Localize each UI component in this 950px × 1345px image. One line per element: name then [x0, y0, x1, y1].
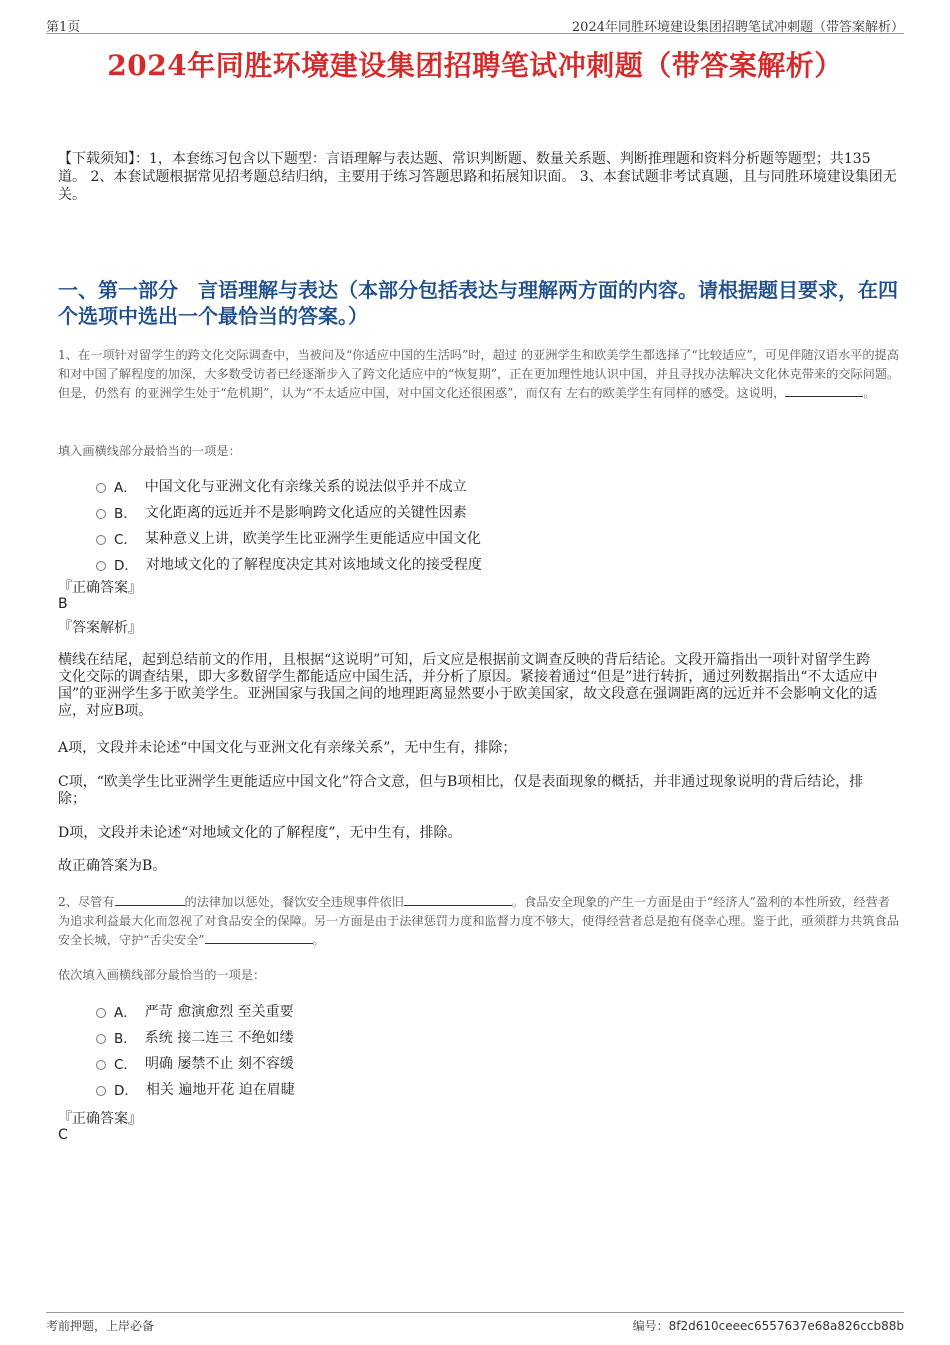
option-text: 中国文化与亚洲文化有亲缘关系的说法似乎并不成立: [144, 479, 467, 495]
q1-analysis-label: 『答案解析』: [58, 620, 142, 636]
footer-code: [633, 1317, 904, 1334]
q2-stem-end: 。: [312, 933, 325, 947]
q2-option-d[interactable]: [96, 1076, 295, 1102]
radio-icon[interactable]: [96, 509, 106, 519]
footer-code-value: 8f2d610ceeec6557637e68a826ccb88b: [668, 1319, 904, 1333]
q2-stem-part1: 2、尽管有: [58, 895, 115, 909]
option-text: 某种意义上讲，欧美学生比亚洲学生更能适应中国文化: [144, 531, 481, 547]
option-letter: D．: [114, 1083, 138, 1099]
q1-option-c[interactable]: [96, 525, 482, 551]
option-text: 文化距离的远近并不是影响跨文化适应的关键性因素: [144, 505, 467, 521]
q1-prompt: 填入画横线部分最恰当的一项是：: [58, 444, 241, 458]
q2-blank-2: [404, 894, 512, 906]
q1-answer: B: [58, 596, 68, 612]
q1-stem: [58, 346, 900, 403]
analysis-paragraph: 故正确答案为B。: [58, 858, 167, 874]
footer-slogan: 考前押题，上岸必备: [46, 1319, 155, 1333]
header-doc-name: 2024年同胜环境建设集团招聘笔试冲刺题（带答案解析）: [571, 20, 904, 35]
option-text: 对地域文化的了解程度决定其对该地域文化的接受程度: [145, 557, 482, 573]
option-text: 明确 屡禁不止 刻不容缓: [144, 1056, 294, 1072]
q1-option-d[interactable]: [96, 551, 482, 577]
download-notice: 【下载须知】：1，本套练习包含以下题型：言语理解与表达题、常识判断题、数量关系题、判断推理题和资料分析题等题型；共135道。 2、本套试题根据常见招考题总结归纳，主要用于练习答题思路和拓展知识面。 3、本套试题非考试真题，且与同胜环境建设集团无关。: [58, 151, 897, 203]
radio-icon[interactable]: [96, 483, 106, 493]
q2-answer: C: [58, 1127, 68, 1143]
q1-option-a[interactable]: [96, 473, 482, 499]
q2-options: [96, 998, 295, 1102]
option-letter: A．: [114, 1005, 137, 1021]
q2-option-a[interactable]: [96, 998, 295, 1024]
q2-stem: [58, 893, 900, 950]
q2-option-b[interactable]: [96, 1024, 295, 1050]
q1-options: [96, 473, 482, 577]
page-footer: [46, 1312, 904, 1334]
option-letter: C．: [114, 1057, 137, 1073]
radio-icon[interactable]: [96, 1086, 106, 1096]
page-header: [46, 14, 904, 34]
q2-stem-part3: 。食品安全现象的产生一方面是由于“经济人”盈利的本性所致，经营者为追求利益最大化而忽视了对食品安全的保障。另一方面是由于法律惩罚力度和监督力度不够大，使得经营者总是抱有侥幸心理。鉴于此，亟须群力共筑食品安全长城，守护“舌尖安全”: [58, 895, 899, 947]
q2-prompt: 依次填入画横线部分最恰当的一项是：: [58, 968, 266, 982]
q1-stem-end: 。: [863, 386, 876, 400]
option-letter: A．: [114, 480, 137, 496]
analysis-paragraph: D项，文段并未论述“对地域文化的了解程度”，无中生有，排除。: [58, 825, 462, 841]
radio-icon[interactable]: [96, 561, 106, 571]
option-text: 相关 遍地开花 迫在眉睫: [145, 1082, 295, 1098]
analysis-paragraph: A项，文段并未论述“中国文化与亚洲文化有亲缘关系”，无中生有，排除；: [58, 740, 517, 756]
q2-answer-label: 『正确答案』: [58, 1111, 142, 1127]
footer-code-label: 编号：: [632, 1319, 669, 1333]
q1-answer-label: 『正确答案』: [58, 580, 142, 596]
radio-icon[interactable]: [96, 535, 106, 545]
analysis-paragraph: 横线在结尾，起到总结前文的作用，且根据“这说明”可知，后文应是根据前文调查反映的背后结论。文段开篇指出一项针对留学生跨文化交际的调查结果，即大多数留学生都能适应中国生活，并分析了原因。紧接着通过“但是”进行转折，通过列数据指出“不太适应中国”的亚洲学生多于欧美学生。亚洲国家与我国之间的地理距离显然要小于欧美国家，故文段意在强调距离的远近并不会影响文化的适应，对应B项。: [58, 652, 878, 719]
radio-icon[interactable]: [96, 1034, 106, 1044]
q1-stem-text: 1、在一项针对留学生的跨文化交际调查中，当被问及“你适应中国的生活吗”时，超过 的亚洲学生和欧美学生都选择了“比较适应”，可见伴随汉语水平的提高和对中国了解程度的加深，大多数受访者已经逐渐步入了跨文化适应中的“恢复期”，正在更加理性地认识中国，并且寻找办法解决文化休克带来的交际问题。但是，仍然有 的亚洲学生处于“危机期”，认为“不太适应中国，对中国文化还很困惑”，而仅有 左右的欧美学生有同样的感受。这说明，: [58, 348, 900, 400]
option-letter: B．: [114, 506, 137, 522]
analysis-paragraph: C项，“欧美学生比亚洲学生更能适应中国文化”符合文意，但与B项相比，仅是表面现象的概括，并非通过现象说明的背后结论，排除；: [58, 774, 864, 807]
q1-blank: [785, 385, 863, 397]
option-letter: C．: [114, 532, 137, 548]
page-number: 第1页: [46, 20, 81, 35]
q2-blank-3: [205, 932, 313, 944]
radio-icon[interactable]: [96, 1060, 106, 1070]
q2-option-c[interactable]: [96, 1050, 295, 1076]
document-title: 2024年同胜环境建设集团招聘笔试冲刺题（带答案解析）: [107, 49, 843, 82]
q2-stem-part2: 的法律加以惩处，餐饮安全违规事件依旧: [184, 895, 404, 909]
q2-blank-1: [115, 894, 185, 906]
option-text: 严苛 愈演愈烈 至关重要: [144, 1004, 294, 1020]
option-letter: D．: [114, 558, 138, 574]
option-text: 系统 接二连三 不绝如缕: [144, 1030, 294, 1046]
option-letter: B．: [114, 1031, 137, 1047]
radio-icon[interactable]: [96, 1008, 106, 1018]
q1-option-b[interactable]: [96, 499, 482, 525]
section-title: 一、第一部分 言语理解与表达（本部分包括表达与理解两方面的内容。请根据题目要求，在四个选项中选出一个最恰当的答案。）: [58, 278, 898, 328]
